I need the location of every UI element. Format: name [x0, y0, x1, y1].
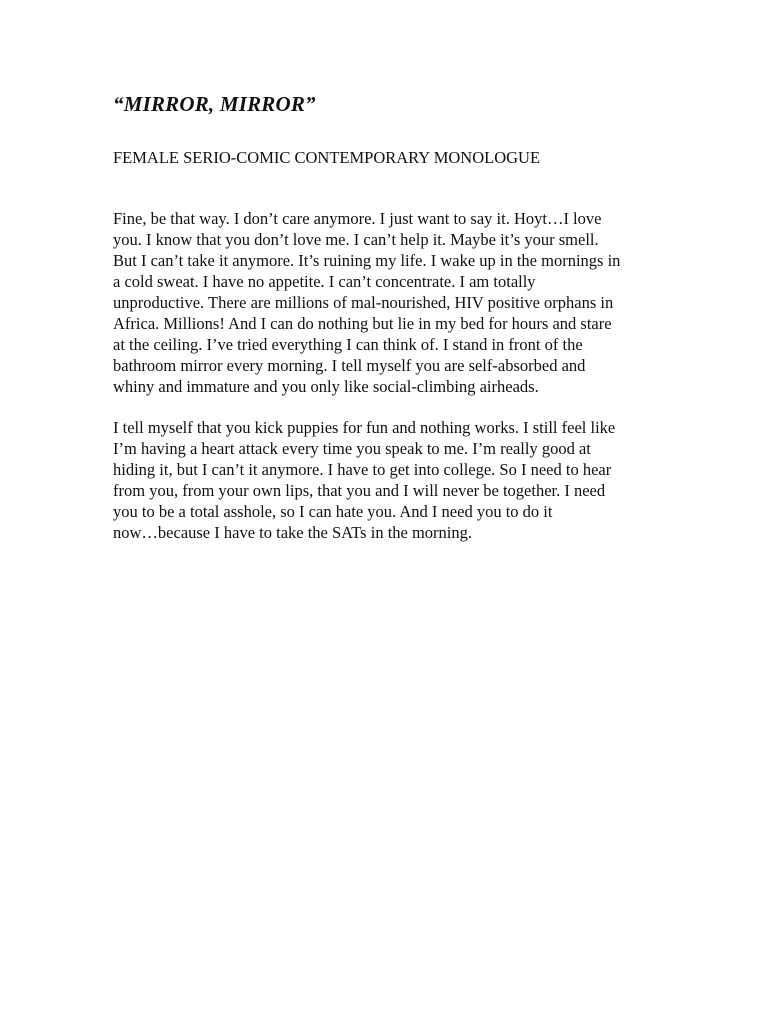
- document-subtitle: FEMALE SERIO-COMIC CONTEMPORARY MONOLOGUE: [113, 148, 541, 167]
- paragraph-line: a cold sweat. I have no appetite. I can’t concentrate. I am totally: [113, 272, 536, 291]
- document-title: “MIRROR, MIRROR”: [113, 92, 316, 116]
- paragraph-line: bathroom mirror every morning. I tell myself you are self-absorbed and: [113, 356, 586, 375]
- paragraph-line: unproductive. There are millions of mal-nourished, HIV positive orphans in: [113, 293, 614, 312]
- monologue-paragraph-2: [113, 417, 673, 543]
- paragraph-line: Africa. Millions! And I can do nothing but lie in my bed for hours and stare: [113, 314, 612, 333]
- paragraph-line: whiny and immature and you only like social-climbing airheads.: [113, 377, 539, 396]
- paragraph-line: you. I know that you don’t love me. I can’t help it. Maybe it’s your smell.: [113, 230, 599, 249]
- paragraph-line: Fine, be that way. I don’t care anymore. I just want to say it. Hoyt…I love: [113, 209, 602, 228]
- paragraph-line: But I can’t take it anymore. It’s ruining my life. I wake up in the mornings in: [113, 251, 621, 270]
- paragraph-line: you to be a total asshole, so I can hate you. And I need you to do it: [113, 502, 553, 521]
- paragraph-line: hiding it, but I can’t it anymore. I have to get into college. So I need to hear: [113, 460, 612, 479]
- paragraph-line: at the ceiling. I’ve tried everything I can think of. I stand in front of the: [113, 335, 583, 354]
- paragraph-line: I’m having a heart attack every time you speak to me. I’m really good at: [113, 439, 591, 458]
- paragraph-line: from you, from your own lips, that you and I will never be together. I need: [113, 481, 606, 500]
- monologue-paragraph-1: [113, 208, 673, 397]
- paragraph-line: I tell myself that you kick puppies for fun and nothing works. I still feel like: [113, 418, 616, 437]
- paragraph-line: now…because I have to take the SATs in the morning.: [113, 523, 473, 542]
